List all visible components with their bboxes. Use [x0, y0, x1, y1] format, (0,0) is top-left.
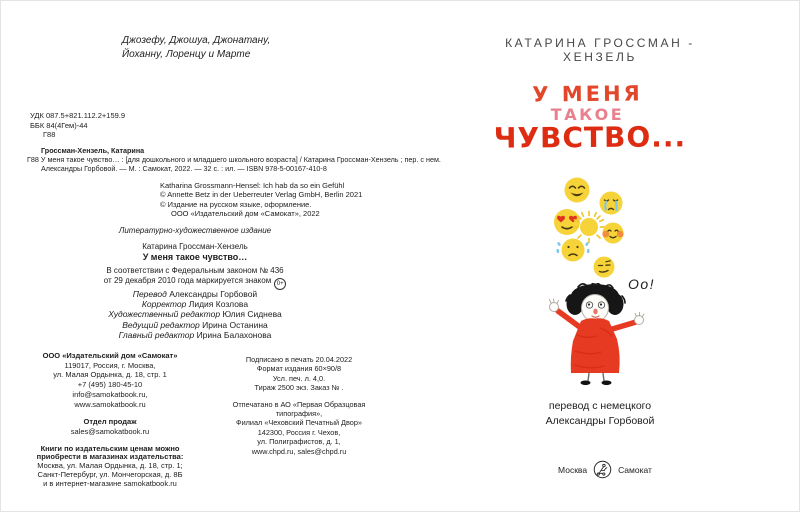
sad-face-with-tears-icon	[556, 236, 590, 266]
publisher-label: Самокат	[618, 464, 652, 475]
print-info-line: Усл. печ. л. 4,0.	[272, 373, 326, 383]
printery-line: www.chpd.ru, sales@chpd.ru	[251, 446, 347, 456]
translation-line: Александры Горбовой	[545, 415, 655, 427]
book-title-line-1: У МЕНЯ	[532, 81, 643, 107]
blushing-face-icon	[601, 221, 625, 245]
publisher-address-line: ул. Малая Ордынка, д. 18, стр. 1	[53, 370, 167, 380]
credit-line	[30, 320, 360, 330]
bookstores-note-line: Книги по издательским ценам можно	[40, 443, 180, 453]
sales-department-title: Отдел продаж	[83, 417, 137, 427]
publisher-email: info@samokatbook.ru,	[72, 389, 148, 399]
author-name-handwritten: КАТАРИНА ГРОССМАН - ХЕНЗЕЛЬ	[505, 36, 695, 64]
legal-line: В соответствии с Федеральным законом № 436	[106, 266, 284, 275]
credit-line	[30, 299, 360, 309]
age-mark-badge: 0+	[274, 278, 286, 290]
translation-credit	[540, 399, 660, 429]
credit-name: Юлия Сиднева	[222, 309, 282, 320]
printery-line: 142300, Россия г. Чехов,	[257, 427, 341, 437]
print-info	[210, 355, 388, 456]
inner-title: У меня такое чувство…	[142, 251, 248, 262]
publisher-phone: +7 (495) 180-45-10	[77, 380, 143, 390]
legal-line-text: от 29 декабря 2010 года маркируется знаком	[103, 275, 272, 285]
credit-line	[30, 330, 360, 340]
catalog-author: Гроссман-Хензель, Катарина	[41, 146, 145, 155]
publisher-address-line: 119017, Россия, г. Москва,	[64, 360, 156, 370]
printery-line: ул. Полиграфистов, д. 1,	[257, 437, 341, 447]
copyright-line: ООО «Издательский дом «Самокат», 2022	[171, 209, 320, 219]
dedication-line: Йоханну, Лоренцу и Марте	[122, 48, 251, 60]
copyright-line: Katharina Grossmann-Hensel: Ich hab da so ein Gefühl	[160, 181, 345, 190]
sales-email: sales@samokatbook.ru	[70, 426, 150, 436]
inner-title-block	[30, 242, 360, 262]
oo-exclamation: Oo!	[628, 276, 656, 292]
credit-name: Александры Горбовой	[169, 289, 258, 299]
catalog-line: Г88 У меня такое чувство… : [для дошкольного и младшего школьного возраста] / Катарина Гроссман-Хензель ; пер. с нем.	[27, 155, 441, 165]
scooter-logo-icon	[593, 460, 612, 479]
credit-role: Корректор	[141, 299, 187, 310]
inner-title-author: Катарина Гроссман-Хензель	[142, 242, 248, 251]
credit-line	[30, 289, 360, 299]
credit-role: Художественный редактор	[108, 309, 221, 320]
bbk-code: ББК 84(4Гем)-44	[30, 120, 88, 130]
staff-credits	[30, 289, 360, 340]
translation-line: перевод с немецкого	[548, 400, 652, 412]
catalog-index: Г88	[43, 130, 56, 140]
printery-line: Филиал «Чеховский Печатный Двор»	[236, 418, 362, 428]
copyright-line: © Издание на русском языке, оформление.	[160, 199, 312, 209]
credit-name: Ирина Балахонова	[196, 329, 272, 340]
book-title-line-2: ТАКОЕ	[550, 105, 625, 124]
credit-name: Лидия Козлова	[188, 299, 249, 310]
credit-role: Главный редактор	[118, 329, 195, 340]
bookstore-address: и в интернет-магазине samokatbook.ru	[43, 478, 177, 488]
print-info-line: Подписано в печать 20.04.2022	[245, 355, 353, 364]
publisher-name: ООО «Издательский дом «Самокат»	[42, 351, 178, 360]
copyright-block	[160, 181, 362, 219]
catalog-card	[27, 146, 441, 174]
bookstores-note-line: приобрести в магазинах издательства:	[36, 452, 184, 462]
credit-role: Перевод	[132, 289, 167, 299]
city-label: Москва	[558, 464, 588, 475]
girl-illustration	[540, 283, 656, 387]
dedication-line: Джозефу, Джошуа, Джонатану,	[122, 35, 271, 46]
bookstore-address: Москва, ул. Малая Ордынка, д. 18, стр. 1;	[37, 461, 183, 471]
dedication	[122, 34, 270, 61]
print-info-line: Тираж 2500 экз. Заказ № .	[254, 383, 344, 393]
book-title-line-3: ЧУВСТВО...	[493, 120, 687, 155]
credit-name: Ирина Останина	[202, 319, 268, 330]
laughing-face-icon	[563, 176, 591, 204]
legal-age-note	[30, 266, 360, 290]
bookstore-address: Санкт-Петербург, ул. Мончегорская, д. 8Б	[37, 470, 183, 480]
copyright-line: © Annette Betz in der Ueberreuter Verlag GmbH, Berlin 2021	[160, 190, 363, 200]
publisher-contacts	[25, 351, 195, 489]
printery-line: Отпечатано в АО «Первая Образцовая типография»,	[232, 399, 366, 419]
credit-role: Ведущий редактор	[122, 319, 200, 330]
publisher-website: www.samokatbook.ru	[74, 399, 146, 409]
classification-codes	[30, 111, 125, 140]
edition-type: Литературно-художественное издание	[118, 226, 272, 235]
publisher-logo	[553, 460, 657, 479]
credit-line	[30, 309, 360, 319]
legal-line	[30, 276, 360, 290]
catalog-line: Александры Горбовой. — М. : Самокат, 2022. — 32 с. : ил. — ISBN 978-5-00167-410-8	[41, 164, 327, 174]
print-info-line: Формат издания 60×90/8	[256, 364, 342, 374]
unamused-face-icon	[592, 255, 616, 279]
udk-code: УДК 087.5+821.112.2+159.9	[30, 111, 126, 120]
